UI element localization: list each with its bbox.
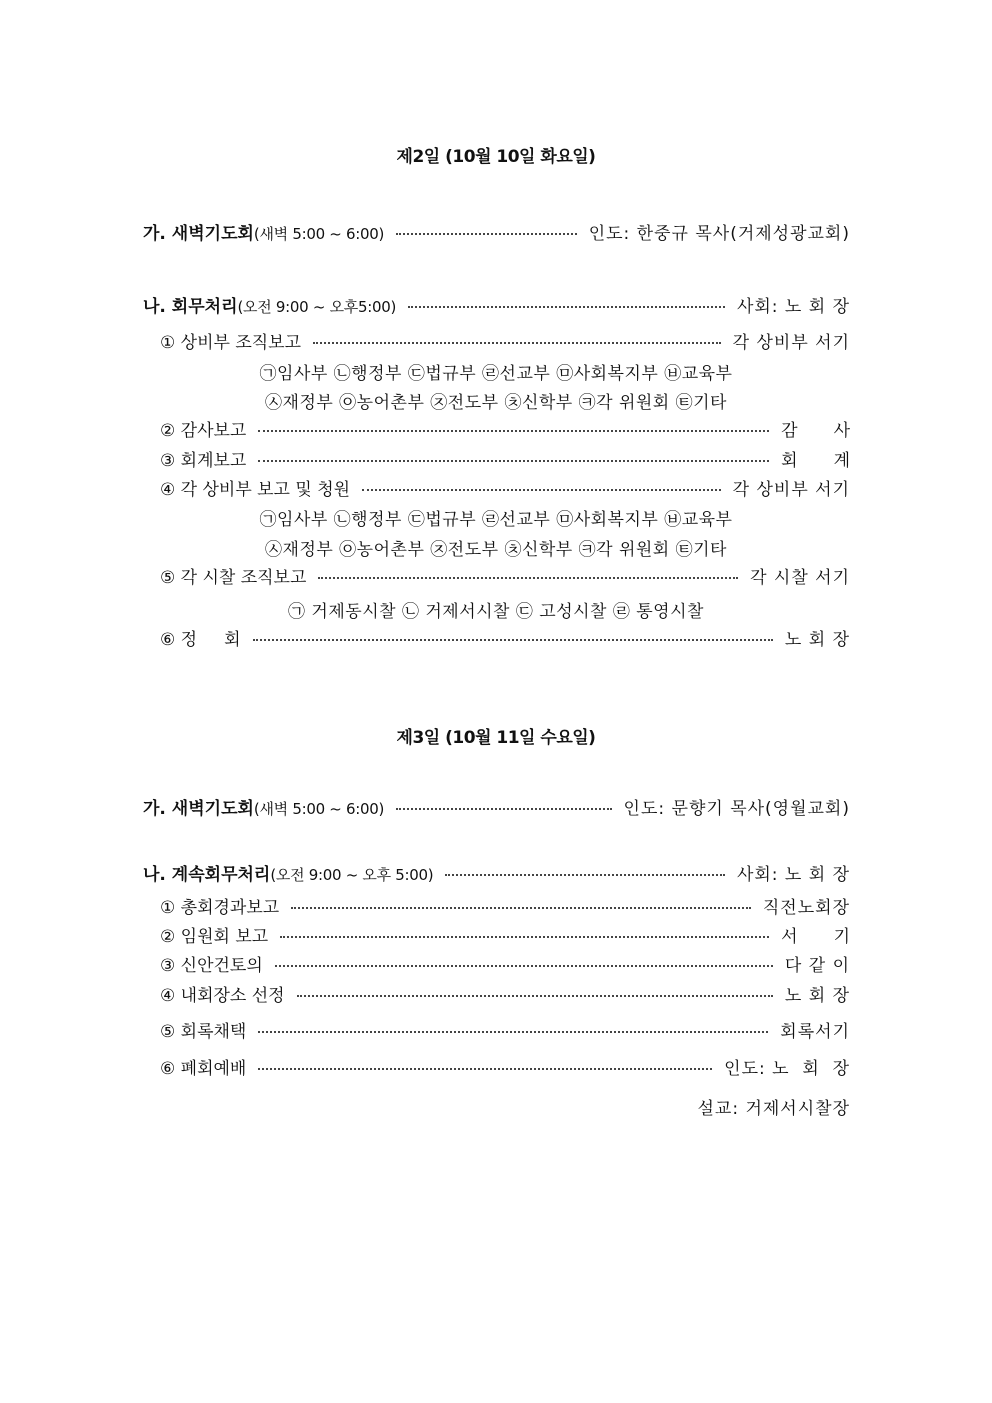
dot-leader (396, 233, 577, 235)
dot-leader (408, 306, 725, 308)
dot-leader (396, 808, 611, 810)
dot-leader (258, 460, 769, 462)
dot-leader (275, 965, 773, 967)
business-label: 나. 회무처리(오전 9:00 ~ 오후5:00) (143, 296, 397, 317)
agenda-item: ⑤ 회록채택 회록서기 (160, 1021, 850, 1042)
agenda-item: ② 임원회 보고 서기 (160, 926, 886, 947)
agenda-item: ④ 내회장소 선정 노 회 장 (160, 985, 850, 1006)
dot-leader (318, 577, 738, 579)
dot-leader (313, 342, 721, 344)
dawn-prayer-label: 가. 새벽기도회(새벽 5:00 ~ 6:00) (143, 223, 385, 244)
agenda-item: ⑥ 정 회 노 회 장 (160, 629, 850, 650)
dot-leader (280, 936, 769, 938)
agenda-item: ① 상비부 조직보고 각 상비부 서기 (160, 332, 850, 353)
day3-dawn-prayer-row (143, 793, 850, 819)
business-label: 나. 계속회무처리(오전 9:00 ~ 오후 5:00) (143, 864, 434, 885)
day2-title: 제2일 (10월 10일 화요일) (396, 147, 596, 167)
agenda-item: ④ 각 상비부 보고 및 청원 각 상비부 서기 (160, 479, 850, 500)
dot-leader (362, 489, 721, 491)
sermon-by: 설교: 거제서시찰장 (697, 1099, 850, 1119)
day3-business-row (143, 859, 850, 885)
dot-leader (258, 1031, 768, 1033)
day3-title: 제3일 (10월 11일 수요일) (396, 728, 596, 748)
dept-list: ㉦재정부 ㉧농어촌부 ㉨전도부 ㉩신학부 ㉪각 위원회 ㉫기타 (265, 393, 727, 413)
agenda-item: ⑥ 폐회예배 인도: 노 회 장 (160, 1058, 850, 1079)
day2-business-row (143, 291, 850, 317)
dept-list: ㉦재정부 ㉧농어촌부 ㉨전도부 ㉩신학부 ㉪각 위원회 ㉫기타 (265, 540, 727, 560)
business-moderator: 사회: 노 회 장 (736, 864, 850, 885)
day2-dawn-prayer-row (143, 218, 850, 244)
dot-leader (253, 639, 773, 641)
business-moderator: 사회: 노 회 장 (736, 296, 850, 317)
dawn-prayer-label: 가. 새벽기도회(새벽 5:00 ~ 6:00) (143, 798, 385, 819)
dot-leader (445, 874, 725, 876)
dot-leader (258, 430, 769, 432)
dept-list: ㉠임사부 ㉡행정부 ㉢법규부 ㉣선교부 ㉤사회복지부 ㉥교육부 (259, 364, 733, 384)
sichal-list: ㉠ 거제동시찰 ㉡ 거제서시찰 ㉢ 고성시찰 ㉣ 통영시찰 (288, 602, 704, 622)
dot-leader (258, 1068, 712, 1070)
dot-leader (291, 907, 751, 909)
dawn-prayer-leader: 인도: 문향기 목사(영월교회) (623, 798, 850, 819)
dot-leader (297, 995, 773, 997)
agenda-item: ⑤ 각 시찰 조직보고 각 시찰 서기 (160, 567, 850, 588)
agenda-item: ① 총회경과보고 직전노회장 (160, 897, 850, 918)
dawn-prayer-leader: 인도: 한중규 목사(거제성광교회) (588, 223, 850, 244)
agenda-item: ③ 신안건토의 다 같 이 (160, 955, 850, 976)
dept-list: ㉠임사부 ㉡행정부 ㉢법규부 ㉣선교부 ㉤사회복지부 ㉥교육부 (259, 510, 733, 530)
agenda-item: ③ 회계보고 회계 (160, 450, 886, 471)
agenda-item: ② 감사보고 감사 (160, 420, 886, 441)
